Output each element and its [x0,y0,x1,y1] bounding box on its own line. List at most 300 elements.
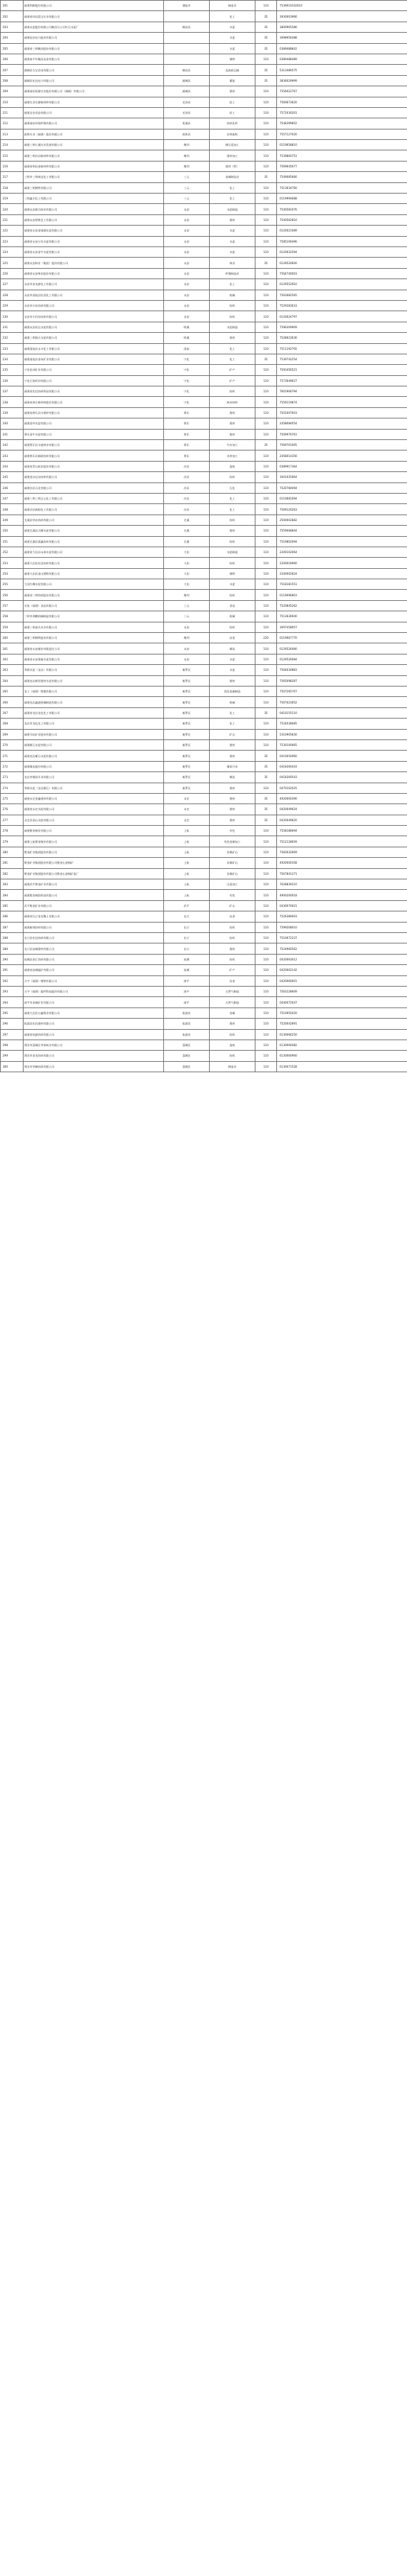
district-cell: 新罗区 [164,729,210,739]
company-name-cell: 福建金华水泥有限公司 [24,418,164,429]
voltage-cell: 110 [255,611,277,622]
district-cell: 长汀 [164,922,210,932]
row-number-cell: 201 [1,1,24,11]
voltage-cell: 110 [255,954,277,964]
company-name-cell: 福建龙岩雁石水泥有限公司 [24,751,164,761]
table-row [1,932,407,943]
table-row [1,129,407,139]
district-cell: 长汀 [164,932,210,943]
table-row [1,868,407,879]
table-row [1,472,407,483]
voltage-cell: 110 [255,739,277,750]
company-name-cell: 福建省连城锰矿有限公司 [24,965,164,975]
district-cell: 永定 [164,804,210,815]
company-name-cell: 福建永安宏运水泥有限公司 [24,322,164,332]
table-row [1,719,407,729]
district-cell: 永安 [164,290,210,300]
voltage-cell: 110 [255,118,277,129]
table-row [1,365,407,375]
industry-cell: 化工 [210,279,255,290]
industry-cell: 冶金 [210,633,255,643]
voltage-cell: 110 [255,943,277,954]
row-number-cell: 298 [1,1040,24,1050]
district-cell: 新罗区 [164,707,210,718]
voltage-cell: 110 [255,868,277,879]
district-cell: 宁化 [164,365,210,375]
account-number-cell: 7596309909 [277,322,407,332]
voltage-cell: 35 [255,793,277,804]
table-row [1,311,407,322]
voltage-cell: 110 [255,483,277,493]
industry-cell: 水泥 [210,579,255,590]
district-cell: 三元 [164,600,210,611]
voltage-cell: 35 [255,815,277,825]
company-name-cell: 福建省鸿丰新材料股份有限公司 [24,397,164,407]
voltage-cell: 35 [255,11,277,22]
voltage-cell: 110 [255,643,277,654]
industry-cell: 建材 [210,739,255,750]
company-name-cell: 福建省永安金牛水泥有限公司 [24,246,164,257]
voltage-cell: 110 [255,890,277,900]
company-name-cell: 三明市鸿鹏机械制造有限公司 [24,611,164,622]
company-name-cell: 名佑（福建）食品有限公司 [24,600,164,611]
row-number-cell: 215 [1,150,24,161]
account-number-cell: 3930003966 [277,11,407,22]
account-number-cell: 0120032594 [277,246,407,257]
district-cell: 大田 [164,579,210,590]
row-number-cell: 266 [1,697,24,707]
account-number-cell: 7565098287 [277,675,407,686]
voltage-cell: 110 [255,236,277,246]
voltage-cell: 110 [255,407,277,418]
voltage-cell: 110 [255,322,277,332]
company-name-cell: 福建三明三明正元化工有限公司 [24,493,164,503]
voltage-cell: 110 [255,1040,277,1050]
account-number-cell: 7512128659 [277,836,407,847]
row-number-cell: 258 [1,611,24,622]
row-number-cell: 275 [1,793,24,804]
company-name-cell: 福建省将乐县丰建材有限公司 [24,407,164,418]
row-number-cell: 264 [1,675,24,686]
voltage-cell: 35 [255,707,277,718]
district-cell: 梅列 [164,150,210,161]
row-number-cell: 252 [1,547,24,557]
industry-cell: 纺织 [210,1029,255,1040]
district-cell: 永安 [164,311,210,322]
company-name-cell: 龙工（福建）铸锻有限公司 [24,686,164,697]
account-number-cell: 2200102064 [277,547,407,557]
account-number-cell: 7573049627 [277,375,407,386]
district-cell: 尤溪 [164,526,210,536]
district-cell: 大田 [164,568,210,579]
voltage-cell: 110 [255,86,277,97]
row-number-cell: 233 [1,343,24,354]
account-number-cell: 7540581076 [277,204,407,214]
row-number-cell: 292 [1,975,24,986]
district-cell: 新罗区 [164,783,210,793]
row-number-cell: 277 [1,815,24,825]
account-number-cell: 7569701005 [277,440,407,450]
industry-cell: 制造业 [210,1,255,11]
table-row [1,826,407,836]
table-row [1,965,407,975]
voltage-cell: 110 [255,343,277,354]
industry-cell: 压延加工 [210,879,255,890]
district-cell: 上杭 [164,879,210,890]
table-row [1,1019,407,1029]
company-name-cell: 福建沙县新阳化工有限公司 [24,504,164,515]
account-number-cell: 7540562816 [277,214,407,225]
voltage-cell: 110 [255,300,277,311]
voltage-cell: 110 [255,729,277,739]
company-name-cell: 仙游县宏昌建材有限公司 [24,1019,164,1029]
table-row [1,697,407,707]
table-row [1,461,407,471]
account-number-cell: 7572030201 [277,107,407,118]
row-number-cell: 203 [1,22,24,32]
voltage-cell: 35 [255,440,277,450]
row-number-cell: 271 [1,751,24,761]
company-name-cell: 福建省三明纺织股份有限公司 [24,590,164,600]
table-row [1,847,407,857]
industry-cell: 钢铁 [210,568,255,579]
industry-cell: 石化 [210,483,255,493]
industry-cell: 食品 [210,600,255,611]
district-cell: 永安 [164,236,210,246]
row-number-cell: 283 [1,879,24,890]
table-row [1,900,407,911]
account-number-cell: 2500002882 [277,515,407,525]
table-row [1,43,407,54]
table-row [1,194,407,204]
company-name-cell: 福建雁石水泥有限公司 [24,739,164,750]
row-number-cell: 236 [1,375,24,386]
table-row [1,622,407,632]
industry-cell: 纺织 [210,932,255,943]
industry-cell: 水泥制造 [210,547,255,557]
industry-cell: 化工 [210,354,255,364]
industry-cell: 金属 [210,1008,255,1018]
industry-cell: 钢压延加工 [210,140,255,150]
industry-cell: 建材加工 [210,150,255,161]
district-cell [164,43,210,54]
district-cell: 浦城县 [164,86,210,97]
industry-cell: 矿产 [210,365,255,375]
account-number-cell: 7549085666 [277,172,407,182]
table-row [1,943,407,954]
company-name-cell: 福建三明小溪实业发展有限公司 [24,140,164,150]
row-number-cell: 293 [1,986,24,996]
voltage-cell: 110 [255,922,277,932]
voltage-cell: 110 [255,622,277,632]
account-number-cell: 0129520600 [277,258,407,268]
voltage-cell: 110 [255,226,277,236]
voltage-cell: 110 [255,182,277,193]
district-cell: 荔城区 [164,1061,210,1072]
account-number-cell: 7559119874 [277,397,407,407]
voltage-cell: 110 [255,450,277,461]
table-row [1,493,407,503]
industry-cell: 水泥 [210,43,255,54]
district-cell: 永安 [164,214,210,225]
district-cell: 三元 [164,194,210,204]
company-name-cell: 福建永安林业（集团）股份有限公司 [24,258,164,268]
voltage-cell: 110 [255,665,277,675]
account-number-cell: 6130066250 [277,1029,407,1040]
voltage-cell: 110 [255,333,277,343]
industry-cell: 纺织 [210,472,255,483]
table-row [1,182,407,193]
table-row [1,140,407,150]
industry-cell: 水泥 [210,246,255,257]
voltage-cell: 110 [255,579,277,590]
voltage-cell: 110 [255,783,277,793]
district-cell: 新罗区 [164,751,210,761]
district-cell: 漳平 [164,986,210,996]
district-cell: 将乐 [164,440,210,450]
industry-cell: 化工 [210,493,255,503]
company-name-cell: 福建大田县金山钢铁有限公司 [24,568,164,579]
account-number-cell: 0389488489 [277,54,407,64]
industry-cell: 冶金 [210,911,255,922]
industry-cell: 建材 [210,675,255,686]
row-number-cell: 279 [1,836,24,847]
account-number-cell: 2200002824 [277,568,407,579]
industry-cell: 纺织 [210,590,255,600]
row-number-cell: 282 [1,868,24,879]
table-row [1,386,407,397]
account-number-cell: 7548399852 [277,118,407,129]
voltage-cell: 35 [255,22,277,32]
industry-cell: 水泥 [210,236,255,246]
industry-cell: 纺织 [210,300,255,311]
company-name-cell: 福建清流县金泉矿业有限公司 [24,354,164,364]
table-row [1,793,407,804]
voltage-cell: 110 [255,911,277,922]
row-number-cell: 245 [1,472,24,483]
company-name-cell: 福建将乐县丰盛林业有限公司 [24,440,164,450]
district-cell: 宁化 [164,354,210,364]
row-number-cell: 225 [1,258,24,268]
district-cell: 新罗区 [164,675,210,686]
voltage-cell: 110 [255,1,277,11]
district-cell: 新罗区 [164,739,210,750]
account-number-cell: 7513634760 [277,182,407,193]
table-row [1,107,407,118]
row-number-cell: 210 [1,97,24,107]
district-cell: 沙县 [164,493,210,503]
company-name-cell: 福建省大田县永泰水泥有限公司 [24,547,164,557]
table-row [1,1029,407,1040]
voltage-cell: 110 [255,965,277,975]
district-cell: 松溪县 [164,118,210,129]
account-number-cell: 7556022767 [277,86,407,97]
table-row [1,268,407,279]
table-row [1,75,407,86]
district-cell: 光泽县 [164,97,210,107]
district-cell: 永安 [164,226,210,236]
table-row [1,418,407,429]
district-cell: 新罗区 [164,719,210,729]
account-number-cell: 7539010102010 [277,1,407,11]
voltage-cell: 110 [255,547,277,557]
table-row [1,783,407,793]
district-cell: 仙游县 [164,1029,210,1040]
district-cell: 光泽县 [164,107,210,118]
district-cell: 仙游县 [164,1019,210,1029]
row-number-cell: 214 [1,140,24,150]
voltage-cell: 110 [255,558,277,568]
district-cell: 连城 [164,954,210,964]
table-row [1,1008,407,1018]
industry-cell: 非煤矿山 [210,847,255,857]
row-number-cell: 291 [1,965,24,975]
district-cell: 上杭 [164,868,210,879]
company-name-cell: 福建新烽纺织有限公司 [24,922,164,932]
account-number-cell: 7599208010 [277,922,407,932]
company-name-cell: 福建省三明顺昌股份有限公司 [24,43,164,54]
account-number-cell: 7563128609 [277,986,407,996]
voltage-cell: 110 [255,568,277,579]
table-row [1,118,407,129]
row-number-cell: 223 [1,236,24,246]
district-cell: 永安 [164,643,210,654]
account-number-cell: 2458084054 [277,418,407,429]
row-number-cell: 247 [1,493,24,503]
account-number-cell: 4900200018 [277,890,407,900]
row-number-cell: 256 [1,590,24,600]
company-name-cell: 福建上杭紫金铜业有限公司 [24,836,164,847]
industry-cell: 纺织 [210,622,255,632]
table-row [1,11,407,22]
industry-cell: 木材加工 [210,450,255,461]
industry-cell: 煤炭 [210,772,255,783]
table-row [1,836,407,847]
account-number-cell: 7520042891 [277,1019,407,1029]
account-number-cell: 6130064960 [277,1051,407,1061]
industry-cell: 化工 [210,719,255,729]
district-cell: 永安 [164,300,210,311]
row-number-cell: 237 [1,386,24,397]
voltage-cell: 110 [255,986,277,996]
row-number-cell: 265 [1,686,24,697]
company-name-cell: 福建尤溪县吉德水泥有限公司 [24,526,164,536]
row-number-cell: 226 [1,268,24,279]
row-number-cell: 249 [1,515,24,525]
district-cell: 明溪 [164,322,210,332]
industry-cell: 机械 [210,290,255,300]
table-row [1,686,407,697]
voltage-cell: 35 [255,751,277,761]
table-row [1,986,407,996]
table-row [1,226,407,236]
company-name-cell: 福建省永安金银湖水泥有限公司 [24,226,164,236]
district-cell: 沙县 [164,472,210,483]
table-row [1,279,407,290]
row-number-cell: 274 [1,783,24,793]
industry-cell: 建材（管） [210,161,255,171]
industry-cell: 矿产 [210,375,255,386]
table-row [1,33,407,43]
account-number-cell: 0418300543 [277,772,407,783]
company-name-cell: 莆田市荔城区华泰纸业有限公司 [24,1040,164,1050]
district-cell: 清流 [164,343,210,354]
voltage-cell: 110 [255,97,277,107]
table-row [1,1061,407,1072]
account-number-cell: 3836029999 [277,75,407,86]
row-number-cell: 243 [1,450,24,461]
row-number-cell: 240 [1,418,24,429]
row-number-cell: 242 [1,440,24,450]
voltage-cell: 110 [255,1051,277,1061]
district-cell: 长汀 [164,943,210,954]
table-row [1,547,407,557]
district-cell: 将乐 [164,407,210,418]
table-row [1,397,407,407]
account-number-cell: 2458014356 [277,450,407,461]
table-row [1,375,407,386]
industry-cell: 水泥 [210,226,255,236]
company-name-cell: 福建将乐县新联纺织有限公司 [24,450,164,461]
industry-cell: 轻工 [210,107,255,118]
account-number-cell: 4920000358 [277,858,407,868]
company-name-cell: 浦城县太宝农电有限公司 [24,65,164,75]
voltage-cell: 110 [255,461,277,471]
table-row [1,354,407,364]
industry-cell: 矿山 [210,900,255,911]
account-number-cell: 7529283633 [277,300,407,311]
account-number-cell: 5310905830 [277,729,407,739]
table-row [1,772,407,783]
account-number-cell: 0119096803 [277,590,407,600]
industry-cell: 矿山 [210,729,255,739]
district-cell: 上杭 [164,847,210,857]
table-row [1,611,407,622]
row-number-cell: 289 [1,943,24,954]
row-number-cell: 231 [1,322,24,332]
district-cell: 宁化 [164,397,210,407]
voltage-cell: 110 [255,204,277,214]
voltage-cell: 35 [255,33,277,43]
table-row [1,450,407,461]
company-name-cell: 永定县金山水泥有限公司 [24,815,164,825]
row-number-cell: 204 [1,33,24,43]
district-cell: 顺昌县 [164,65,210,75]
company-name-cell: 福建煤电股份有限公司 [24,761,164,771]
industry-cell: 纺织 [210,954,255,964]
voltage-cell: 110 [255,161,277,171]
voltage-cell: 110 [255,129,277,139]
table-row [1,568,407,579]
industry-cell: 竹木加工 [210,440,255,450]
company-name-cell: 福建永安联合纸业有限公司 [24,204,164,214]
district-cell: 大田 [164,558,210,568]
voltage-cell: 110 [255,1061,277,1072]
account-number-cell: 7511192705 [277,343,407,354]
district-cell: 梅列 [164,590,210,600]
company-name-cell: 紫金矿业集团股份有限公司紫金山金铜矿 [24,858,164,868]
industry-cell: 制造业 [210,1061,255,1072]
company-name-cell: 福建利树股份有限公司 [24,1,164,11]
table-row [1,429,407,439]
company-name-cell: 福建南纺环保纤维有限公司 [24,118,164,129]
voltage-cell: 110 [255,590,277,600]
row-number-cell: 285 [1,900,24,911]
row-number-cell: 211 [1,107,24,118]
industry-cell: 纺织 [210,558,255,568]
district-cell: 三元 [164,172,210,182]
account-number-cell: 2200018960 [277,558,407,568]
